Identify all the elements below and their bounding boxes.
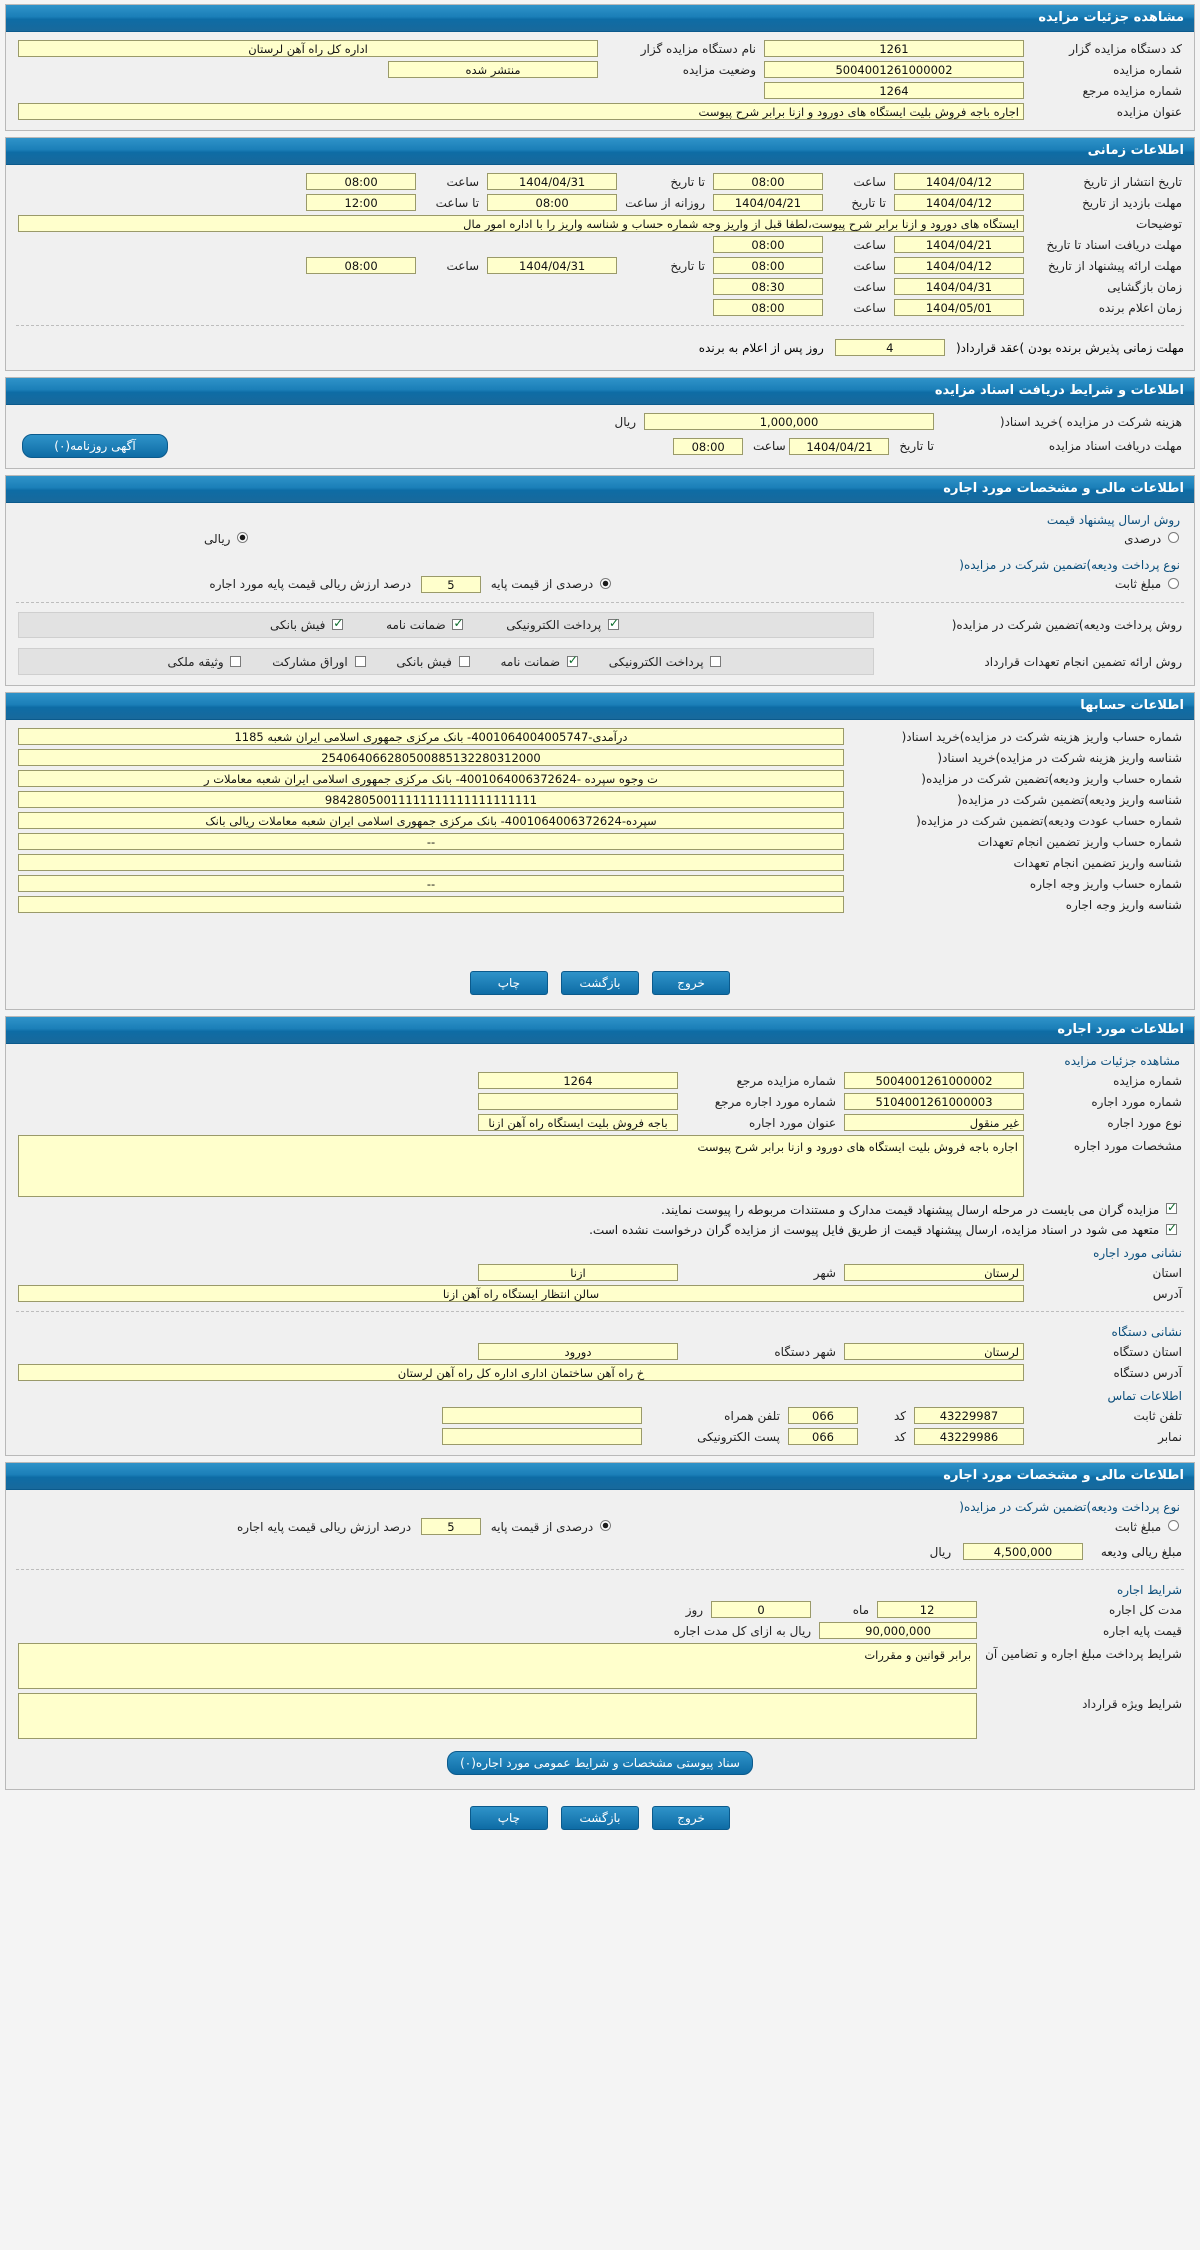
contract-accept-label-b: روز پس از اعلام به برنده xyxy=(698,340,824,355)
statement-2-label: متعهد می شود در اسناد مزایده، ارسال پیشنهاد قیمت از طریق فایل پیوست از مزایده گران درخواست نشده است. xyxy=(589,1223,1160,1237)
guarantee-method-options xyxy=(18,648,874,675)
address-label: آدرس xyxy=(1152,1286,1182,1301)
account-field-2[interactable]: ت وجوه سپرده -4001064006372624- بانک مرکزی جمهوری اسلامی ایران شعبه معاملات ر xyxy=(18,770,844,787)
deposit-electronic-checkbox[interactable] xyxy=(608,619,619,630)
time-info-panel xyxy=(5,137,1195,371)
accounts-title: اطلاعات حسابها xyxy=(6,693,1194,720)
fee-label: هزینه شرکت در مزایده )خرید اسناد( xyxy=(999,414,1182,429)
fee-field[interactable]: 1,000,000 xyxy=(644,413,934,430)
rent-ref-number-label: شماره مورد اجاره مرجع xyxy=(714,1094,836,1109)
account-field-5[interactable]: -- xyxy=(18,833,844,850)
time-info-title: اطلاعات زمانی xyxy=(6,138,1194,165)
org-code-field[interactable]: 1261 xyxy=(764,40,1024,57)
open-hour-label: ساعت xyxy=(853,279,886,294)
percent-radio[interactable] xyxy=(1168,532,1179,543)
fax-field[interactable]: 43229986 xyxy=(914,1428,1024,1445)
deposit-guarantee-checkbox[interactable] xyxy=(452,619,463,630)
publish-from-time-field[interactable]: 08:00 xyxy=(713,173,823,190)
org-name-field[interactable]: اداره کل راه آهن لرستان xyxy=(18,40,598,57)
address-field[interactable]: سالن انتظار ایستگاه راه آهن ازنا xyxy=(18,1285,1024,1302)
auction-number-label: شماره مزایده xyxy=(1113,62,1182,77)
auction-number-field[interactable]: 5004001261000002 xyxy=(764,61,1024,78)
top-button-row xyxy=(14,961,1186,1001)
percent-option-label: درصدی xyxy=(1124,531,1162,546)
docs-title: اطلاعات و شرایط دریافت اسناد مزایده xyxy=(6,378,1194,405)
rial-radio[interactable] xyxy=(237,532,248,543)
rial-option-label: ریالی xyxy=(204,531,231,546)
rent-finance-panel xyxy=(5,1462,1195,1790)
exit-button-top[interactable]: خروج xyxy=(652,971,730,995)
offer-method-label: روش ارسال پیشنهاد قیمت xyxy=(1046,513,1180,527)
deposit-electronic-label: پرداخت الکترونیکی xyxy=(506,618,602,633)
base-price-label: قیمت پایه اجاره xyxy=(1103,1623,1182,1638)
rent-spec-field[interactable]: اجاره باجه فروش بلیت ایستگاه های دورود و ازنا برابر شرح پیوست xyxy=(18,1135,1024,1197)
offer-to-hour-label: ساعت xyxy=(446,258,480,273)
account-field-7[interactable]: -- xyxy=(18,875,844,892)
org-address-label: آدرس دستگاه xyxy=(1113,1365,1182,1380)
desc-field[interactable]: ایستگاه های دورود و ازنا برابر شرح پیوست،لطفا قبل از واریز وجه شماره حساب و شناسه واریز را با اداره امور مال xyxy=(18,215,1024,232)
rent-title-field[interactable]: باجه فروش بلیت ایستگاه راه آهن ازنا xyxy=(478,1114,678,1131)
offer-to-date-field[interactable]: 1404/04/31 xyxy=(487,257,617,274)
account-label-0: شماره حساب واریز هزینه شرکت در مزایده)خرید اسناد( xyxy=(901,729,1182,744)
rent-fixed-amount-radio[interactable] xyxy=(1168,1520,1179,1531)
open-time-field[interactable]: 08:30 xyxy=(713,278,823,295)
deposit-amount-field[interactable]: 4,500,000 xyxy=(963,1543,1083,1560)
account-label-8: شناسه واریز وجه اجاره xyxy=(1065,897,1182,912)
attachment-button-row xyxy=(14,1741,1186,1781)
phone-label: تلفن ثابت xyxy=(1133,1408,1182,1423)
base-price-suffix: ریال به ازای کل مدت اجاره xyxy=(673,1623,812,1638)
open-date-field[interactable]: 1404/04/31 xyxy=(894,278,1024,295)
back-button-bottom[interactable]: بازگشت xyxy=(561,1806,639,1830)
doc-receive-time-field[interactable]: 08:00 xyxy=(713,236,823,253)
rent-percent-label: درصدی از قیمت پایه xyxy=(490,1519,594,1534)
guarantee-bank-receipt-label: فیش بانکی xyxy=(396,655,452,669)
org-city-field[interactable]: دورود xyxy=(478,1343,678,1360)
offer-from-time-field[interactable]: 08:00 xyxy=(713,257,823,274)
winner-label: زمان اعلام برنده xyxy=(1098,300,1182,315)
accounts-panel xyxy=(5,692,1195,1010)
rent-ref-auction-label: شماره مزایده مرجع xyxy=(736,1073,836,1088)
guarantee-shares-label: اوراق مشارکت xyxy=(272,655,348,669)
deposit-method-options xyxy=(18,612,874,639)
auction-title-field[interactable]: اجاره باجه فروش بلیت ایستگاه های دورود و ازنا برابر شرح پیوست xyxy=(18,103,1024,120)
deposit-percent-field[interactable]: 5 xyxy=(421,576,481,593)
visit-daily-to-field[interactable]: 12:00 xyxy=(306,194,416,211)
winner-hour-label: ساعت xyxy=(853,300,886,315)
accounts-body xyxy=(6,720,1194,1009)
deposit-guarantee-label: ضمانت نامه xyxy=(386,618,446,633)
rent-fixed-amount-label: مبلغ ثابت xyxy=(1114,1519,1162,1534)
phone-field[interactable]: 43229987 xyxy=(914,1407,1024,1424)
time-info-body xyxy=(6,165,1194,370)
account-field-3[interactable]: 98428050011111111111111111111 xyxy=(18,791,844,808)
statement-2-checkbox[interactable] xyxy=(1166,1224,1177,1235)
duration-months-field[interactable]: 12 xyxy=(877,1601,977,1618)
account-label-4: شماره حساب عودت ودیعه)تضمین شرکت در مزایده( xyxy=(916,813,1182,828)
statement-1-row xyxy=(14,1199,1186,1220)
status-label: وضعیت مزایده xyxy=(682,62,756,77)
doc-receive-date-field[interactable]: 1404/04/21 xyxy=(894,236,1024,253)
phone-code-field[interactable]: 066 xyxy=(788,1407,858,1424)
desc-label: توضیحات xyxy=(1135,216,1182,231)
publish-to-hour-label: ساعت xyxy=(446,174,480,189)
docs-panel xyxy=(5,377,1195,469)
pay-terms-label: شرایط پرداخت مبلغ اجاره و تضامین آن xyxy=(985,1647,1182,1661)
deposit-type-label: نوع پرداخت ودیعه)تضمین شرکت در مزایده( xyxy=(959,557,1180,572)
rent-percent-field[interactable]: 5 xyxy=(421,1518,481,1535)
rent-type-field[interactable]: غیر منقول xyxy=(844,1114,1024,1131)
rent-spec-label: مشخصات مورد اجاره xyxy=(1073,1139,1182,1153)
attachment-button[interactable]: سناد پیوستی مشخصات و شرایط عمومی مورد اجاره(٠) xyxy=(447,1751,753,1775)
visit-from-date-field[interactable]: 1404/04/12 xyxy=(894,194,1024,211)
rent-title-label: عنوان مورد اجاره xyxy=(748,1115,836,1130)
rent-ref-auction-field[interactable]: 1264 xyxy=(478,1072,678,1089)
statement-2-row xyxy=(14,1220,1186,1241)
contract-accept-label-a: مهلت زمانی پذیرش برنده بودن )عقد قرارداد( xyxy=(955,340,1184,355)
rent-ref-number-field[interactable] xyxy=(478,1093,678,1110)
org-province-label: استان دستگاه xyxy=(1113,1344,1182,1359)
ref-number-label: شماره مزایده مرجع xyxy=(1082,83,1182,98)
auction-details-body xyxy=(6,32,1194,130)
account-label-7: شماره حساب واریز وجه اجاره xyxy=(1029,876,1182,891)
doc-receive-time-field2[interactable]: 08:00 xyxy=(673,438,743,455)
publish-from-label: تاریخ انتشار از تاریخ xyxy=(1083,174,1182,189)
visit-daily-label: روزانه از ساعت xyxy=(625,195,705,210)
offer-to-label: تا تاریخ xyxy=(670,258,705,273)
finance-panel xyxy=(5,475,1195,686)
province-label: استان xyxy=(1152,1265,1182,1280)
account-label-5: شماره حساب واریز تضمین انجام تعهدات xyxy=(977,834,1182,849)
percent-of-base-label: درصدی از قیمت پایه xyxy=(490,577,594,591)
offer-to-time-field[interactable]: 08:00 xyxy=(306,257,416,274)
publish-to-date-field[interactable]: 1404/04/31 xyxy=(487,173,617,190)
rent-info-title: اطلاعات مورد اجاره xyxy=(6,1017,1194,1044)
duration-days-unit: روز xyxy=(685,1602,704,1617)
contract-days-field[interactable]: 4 xyxy=(835,339,945,356)
deposit-amount-label: مبلغ ریالی ودیعه xyxy=(1100,1544,1182,1559)
terms-title: شرایط اجاره xyxy=(1116,1583,1182,1597)
deposit-amount-currency: ریال xyxy=(929,1544,952,1559)
guarantee-electronic-checkbox[interactable] xyxy=(710,656,721,667)
percent-of-base-radio[interactable] xyxy=(600,578,611,589)
base-price-field[interactable]: 90,000,000 xyxy=(819,1622,977,1639)
visit-to-label: تا تاریخ xyxy=(851,195,886,210)
doc-receive-todate-label: تا تاریخ xyxy=(899,439,934,453)
rent-number-field[interactable]: 5104001261000003 xyxy=(844,1093,1024,1110)
account-label-3: شناسه واریز ودیعه)تضمین شرکت در مزایده( xyxy=(957,792,1182,807)
account-field-8[interactable] xyxy=(18,896,844,913)
special-terms-field[interactable] xyxy=(18,1693,977,1739)
status-field[interactable]: منتشر شده xyxy=(388,61,598,78)
statement-1-label: مزایده گران می بایست در مرحله ارسال پیشنهاد قیمت مدارک و مستندات مربوطه را پیوست نمایند. xyxy=(661,1202,1160,1217)
print-button-bottom[interactable]: چاپ xyxy=(470,1806,548,1830)
docs-body xyxy=(6,405,1194,468)
ref-number-field[interactable]: 1264 xyxy=(764,82,1024,99)
offer-from-hour-label: ساعت xyxy=(853,258,886,273)
publish-to-time-field[interactable]: 08:00 xyxy=(306,173,416,190)
doc-receive-hour-label: ساعت xyxy=(853,237,886,252)
mobile-label: تلفن همراه xyxy=(724,1408,780,1423)
contact-title: اطلاعات تماس xyxy=(1107,1389,1182,1403)
publish-from-hour-label: ساعت xyxy=(853,174,886,189)
auction-details-title: مشاهده جزئیات مزایده xyxy=(6,5,1194,32)
percent-suffix-label: درصد ارزش ریالی قیمت پایه مورد اجاره xyxy=(209,577,412,591)
rent-type-label: نوع مورد اجاره xyxy=(1107,1115,1182,1130)
finance-body xyxy=(6,503,1194,685)
auction-details-panel xyxy=(5,4,1195,131)
view-auction-details-link[interactable]: مشاهده جزئیات مزایده xyxy=(1064,1054,1180,1068)
open-label: زمان بازگشایی xyxy=(1107,279,1182,294)
guarantee-electronic-label: پرداخت الکترونیکی xyxy=(608,655,704,669)
rent-auction-number-field[interactable]: 5004001261000002 xyxy=(844,1072,1024,1089)
org-address-field[interactable]: خ راه آهن ساختمان اداری اداره کل راه آهن لرستان xyxy=(18,1364,1024,1381)
offer-label: مهلت ارائه پیشنهاد از تاریخ xyxy=(1047,258,1182,273)
winner-date-field[interactable]: 1404/05/01 xyxy=(894,299,1024,316)
account-label-2: شماره حساب واریز ودیعه)تضمین شرکت در مزایده( xyxy=(921,771,1182,786)
duration-label: مدت کل اجاره xyxy=(1109,1602,1182,1617)
back-button-top[interactable]: بازگشت xyxy=(561,971,639,995)
city-label: شهر xyxy=(813,1265,836,1280)
fax-code-field[interactable]: 066 xyxy=(788,1428,858,1445)
org-province-field[interactable]: لرستان xyxy=(844,1343,1024,1360)
email-label: پست الکترونیکی xyxy=(697,1429,780,1444)
finance-title: اطلاعات مالی و مشخصات مورد اجاره xyxy=(6,476,1194,503)
special-terms-label: شرایط ویژه قرارداد xyxy=(1082,1697,1182,1711)
newspaper-ad-button[interactable]: آگهی روزنامه(٠) xyxy=(22,434,168,458)
city-field[interactable]: ازنا xyxy=(478,1264,678,1281)
guarantee-guarantee-label: ضمانت نامه xyxy=(500,655,561,669)
fixed-amount-label: مبلغ ثابت xyxy=(1114,577,1162,592)
rent-percent-radio[interactable] xyxy=(600,1520,611,1531)
rent-auction-number-label: شماره مزایده xyxy=(1113,1073,1182,1088)
phone-code-label: کد xyxy=(893,1408,906,1423)
guarantee-property-checkbox[interactable] xyxy=(230,656,241,667)
rent-percent-suffix: درصد ارزش ریالی قیمت پایه اجاره xyxy=(237,1519,412,1534)
org-name-label: نام دستگاه مزایده گزار xyxy=(640,41,756,56)
doc-receive-label: مهلت دریافت اسناد تا تاریخ xyxy=(1046,237,1182,252)
account-field-1[interactable]: 254064066280500885132280312000 xyxy=(18,749,844,766)
org-code-label: کد دستگاه مزایده گزار xyxy=(1069,41,1182,56)
exit-button-bottom[interactable]: خروج xyxy=(652,1806,730,1830)
rent-finance-title: اطلاعات مالی و مشخصات مورد اجاره xyxy=(6,1463,1194,1490)
visit-to-date-field[interactable]: 1404/04/21 xyxy=(713,194,823,211)
auction-title-label: عنوان مزایده xyxy=(1116,104,1182,119)
guarantee-shares-checkbox[interactable] xyxy=(355,656,366,667)
guarantee-bank-receipt-checkbox[interactable] xyxy=(459,656,470,667)
guarantee-property-label: وثیقه ملکی xyxy=(167,655,224,669)
doc-receive-hour-label2: ساعت xyxy=(753,439,786,453)
doc-receive-date-field2[interactable]: 1404/04/21 xyxy=(789,438,889,455)
statement-1-checkbox[interactable] xyxy=(1166,1203,1177,1214)
visit-daily-from-field[interactable]: 08:00 xyxy=(487,194,617,211)
winner-time-field[interactable]: 08:00 xyxy=(713,299,823,316)
deposit-bank-receipt-label: فیش بانکی xyxy=(269,618,326,633)
deposit-bank-receipt-checkbox[interactable] xyxy=(332,619,343,630)
fee-currency-label: ریال xyxy=(614,414,636,429)
doc-receive-deadline-label: مهلت دریافت اسناد مزایده xyxy=(1048,439,1182,453)
account-field-4[interactable]: سپرده-4001064006372624- بانک مرکزی جمهوری اسلامی ایران شعبه معاملات ریالی بانک xyxy=(18,812,844,829)
rent-address-title: نشانی مورد اجاره xyxy=(1093,1246,1182,1260)
publish-from-date-field[interactable]: 1404/04/12 xyxy=(894,173,1024,190)
org-city-label: شهر دستگاه xyxy=(774,1344,836,1359)
account-field-0[interactable]: درآمدی-4001064004005747- بانک مرکزی جمهوری اسلامی ایران شعبه 1185 xyxy=(18,728,844,745)
duration-days-field[interactable]: 0 xyxy=(711,1601,811,1618)
org-address-title: نشانی دستگاه xyxy=(1111,1325,1182,1339)
guarantee-method-label: روش ارائه تضمین انجام تعهدات قرارداد xyxy=(984,654,1182,669)
rent-number-label: شماره مورد اجاره xyxy=(1091,1094,1182,1109)
bottom-button-row xyxy=(5,1796,1195,1836)
visit-daily-to-label: تا ساعت xyxy=(435,195,480,210)
rent-info-body xyxy=(6,1044,1194,1455)
rent-deposit-type-label: نوع پرداخت ودیعه)تضمین شرکت در مزایده( xyxy=(959,1500,1180,1514)
deposit-method-label: روش پرداخت ودیعه)تضمین شرکت در مزایده( xyxy=(951,617,1182,632)
pay-terms-field[interactable]: برابر قوانین و مقررات xyxy=(18,1643,977,1689)
mobile-field[interactable] xyxy=(442,1407,642,1424)
fax-code-label: کد xyxy=(893,1429,906,1444)
print-button-top[interactable]: چاپ xyxy=(470,971,548,995)
fixed-amount-radio[interactable] xyxy=(1168,578,1179,589)
rent-finance-body xyxy=(6,1490,1194,1789)
account-field-6[interactable] xyxy=(18,854,844,871)
rent-info-panel xyxy=(5,1016,1195,1456)
duration-months-unit: ماه xyxy=(852,1602,870,1617)
publish-to-label: تا تاریخ xyxy=(670,174,705,189)
offer-from-date-field[interactable]: 1404/04/12 xyxy=(894,257,1024,274)
province-field[interactable]: لرستان xyxy=(844,1264,1024,1281)
visit-label: مهلت بازدید از تاریخ xyxy=(1082,195,1182,210)
guarantee-guarantee-checkbox[interactable] xyxy=(567,656,578,667)
account-label-1: شناسه واریز هزینه شرکت در مزایده)خرید اسناد( xyxy=(937,750,1182,765)
email-field[interactable] xyxy=(442,1428,642,1445)
account-label-6: شناسه واریز تضمین انجام تعهدات xyxy=(1013,855,1182,870)
fax-label: نمابر xyxy=(1158,1429,1182,1444)
